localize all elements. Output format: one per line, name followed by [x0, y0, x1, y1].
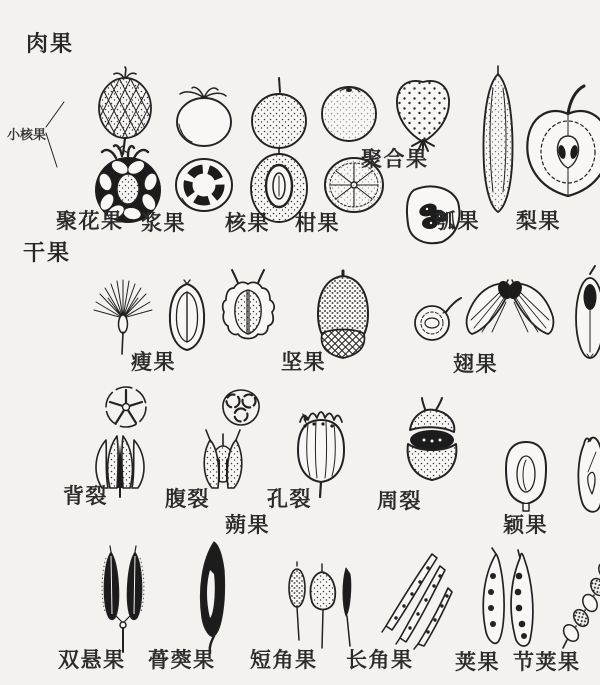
label-follicle: 蓇葖果	[148, 649, 216, 672]
label-pepo: 瓠果	[435, 210, 480, 233]
tomato-berry-illustration	[168, 82, 240, 148]
capsule-cross-section-illustration	[102, 384, 150, 430]
maple-samara-illustration	[462, 276, 558, 350]
label-circumscissile: 周裂	[377, 490, 422, 513]
pyxis-illustration	[396, 396, 468, 494]
label-loculicidal: 背裂	[63, 485, 108, 508]
label-pome: 梨果	[516, 210, 561, 233]
label-berry: 浆果	[141, 212, 186, 235]
label-loment: 节荚果	[513, 651, 581, 674]
section-header-dry-fruit: 干果	[23, 240, 72, 265]
label-cremocarp: 双悬果	[58, 649, 126, 672]
cucumber-pepo-illustration	[476, 66, 520, 218]
label-silique: 长角果	[346, 649, 414, 672]
plumed-achene-illustration	[88, 276, 158, 354]
label-achene: 瘦果	[131, 351, 176, 374]
label-caryopsis: 颖果	[503, 514, 548, 537]
section-header-fleshy-fruit: 肉果	[26, 31, 75, 56]
achene-illustration	[164, 280, 210, 352]
legume-illustration	[466, 548, 544, 656]
apple-pome-illustration	[522, 84, 600, 204]
label-multiple-fruit: 聚花果	[56, 210, 124, 233]
silicle-illustration	[286, 560, 356, 654]
follicle-illustration	[192, 540, 236, 654]
label-hesperidium: 柑果	[295, 212, 340, 235]
label-legume: 荚果	[455, 651, 500, 674]
trilobed-section-illustration	[218, 386, 264, 430]
label-septicidal: 腹裂	[165, 488, 210, 511]
drupe-whole-illustration	[245, 76, 313, 150]
label-drupe: 核果	[225, 212, 270, 235]
label-aggregate-fruit: 聚合果	[361, 148, 429, 171]
label-poricidal: 孔裂	[267, 488, 312, 511]
loment-illustration	[554, 550, 600, 654]
label-capsule: 蒴果	[225, 514, 270, 537]
annotation-small-drupe: 小核果	[7, 127, 47, 142]
elm-samara-illustration	[572, 264, 600, 362]
orange-whole-illustration	[318, 82, 380, 144]
horned-achene-illustration	[216, 268, 280, 352]
label-silicle: 短角果	[250, 649, 318, 672]
round-samara-illustration	[412, 290, 462, 346]
label-nut: 坚果	[281, 351, 326, 374]
caryopsis-grains-illustration	[498, 432, 600, 520]
silique-illustration	[380, 546, 454, 650]
cremocarp-illustration	[94, 546, 152, 654]
label-samara: 翅果	[453, 353, 498, 376]
